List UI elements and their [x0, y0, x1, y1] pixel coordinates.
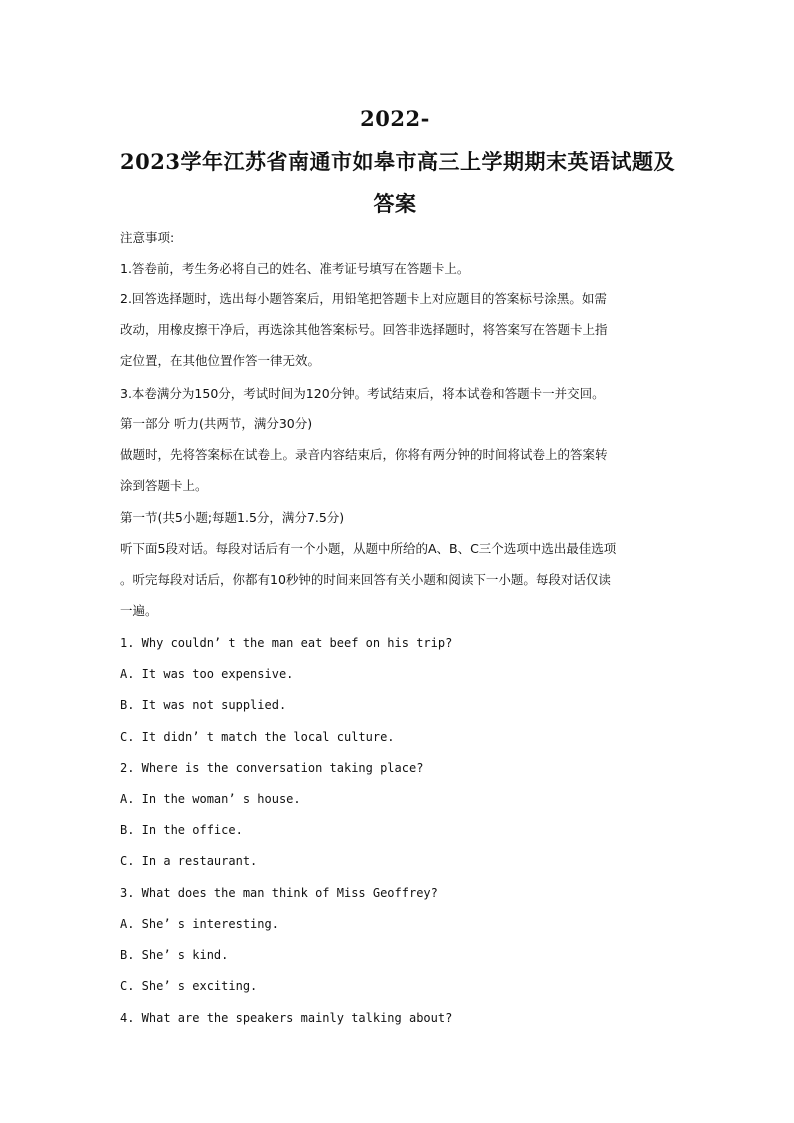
question-4: 4. What are the speakers mainly talking about? [120, 1011, 453, 1025]
part1-instructions-line-1: 做题时，先将答案标在试卷上。录音内容结束后，你将有两分钟的时间将试卷上的答案转 [120, 447, 608, 462]
question-1: 1. Why couldn’ t the man eat beef on his trip? [120, 636, 453, 650]
question-2-option-c: C. In a restaurant. [120, 854, 258, 868]
notes-item-2-line-1: 2.回答选择题时，选出每小题答案后，用铅笔把答题卡上对应题目的答案标号涂黑。如需 [120, 291, 607, 306]
notes-heading: 注意事项: [120, 230, 175, 245]
notes-item-1: 1.答卷前，考生务必将自己的姓名、准考证号填写在答题卡上。 [120, 261, 470, 276]
question-2: 2. Where is the conversation taking place? [120, 761, 424, 775]
notes-item-2-line-2: 改动，用橡皮擦干净后，再选涂其他答案标号。回答非选择题时，将答案写在答题卡上指 [120, 322, 608, 337]
section1-instructions-line-3: 一遍。 [120, 603, 158, 618]
notes-item-2-line-3: 定位置，在其他位置作答一律无效。 [120, 353, 321, 368]
question-3-option-a: A. She’ s interesting. [120, 917, 279, 931]
section1-instructions-line-1: 听下面5段对话。每段对话后有一个小题，从题中所给的A、B、C三个选项中选出最佳选项 [120, 541, 617, 556]
question-2-option-a: A. In the woman’ s house. [120, 792, 301, 806]
question-1-option-a: A. It was too expensive. [120, 667, 294, 681]
section1-instructions-line-2: 。听完每段对话后，你都有10秒钟的时间来回答有关小题和阅读下一小题。每段对话仅读 [120, 572, 611, 587]
question-3-option-b: B. She’ s kind. [120, 948, 229, 962]
question-3: 3. What does the man think of Miss Geoffrey? [120, 886, 438, 900]
part1-heading: 第一部分 听力(共两节，满分30分) [120, 416, 313, 431]
part1-instructions-line-2: 涂到答题卡上。 [120, 478, 208, 493]
question-3-option-c: C. She’ s exciting. [120, 979, 258, 993]
question-1-option-b: B. It was not supplied. [120, 698, 287, 712]
section1-heading: 第一节(共5小题;每题1.5分，满分7.5分) [120, 510, 345, 525]
notes-item-3: 3.本卷满分为150分，考试时间为120分钟。考试结束后，将本试卷和答题卡一并交回。 [120, 386, 605, 401]
question-2-option-b: B. In the office. [120, 823, 243, 837]
question-1-option-c: C. It didn’ t match the local culture. [120, 730, 395, 744]
document-title-line-3: 答案 [373, 191, 417, 216]
document-title-line-2: 2023学年江苏省南通市如皋市高三上学期期末英语试题及 [120, 149, 675, 174]
document-title-line-1: 2022- [360, 106, 430, 131]
